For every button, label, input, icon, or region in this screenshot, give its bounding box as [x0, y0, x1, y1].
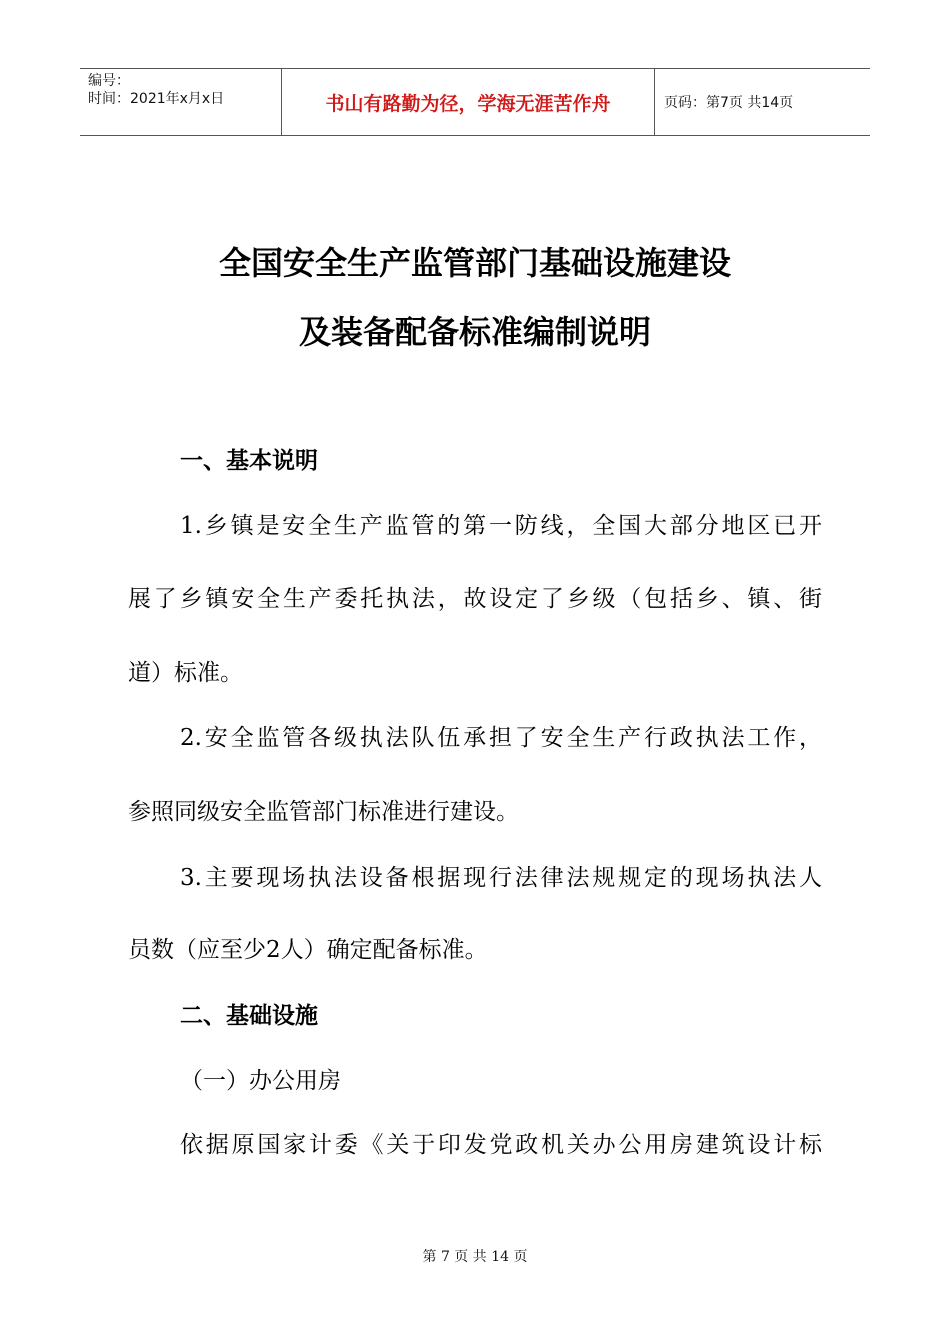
header-time-label: 时间：2021年x月x日: [88, 91, 225, 107]
paragraph-1-line-3: 道）标准。: [128, 660, 243, 686]
paragraph-1-line-1: 1.乡镇是安全生产监管的第一防线，全国大部分地区已开: [180, 513, 822, 539]
header-number-label: 编号：: [88, 73, 130, 89]
document-title-line-2: 及装备配备标准编制说明: [298, 313, 651, 351]
subsection-heading-office: （一）办公用房: [180, 1068, 341, 1094]
section-heading-infrastructure: 二、基础设施: [180, 1003, 318, 1029]
header-meta: [88, 72, 224, 108]
document-header: [80, 68, 870, 136]
page-footer: 第 7 页 共 14 页: [422, 1249, 528, 1265]
paragraph-3-line-2: 员数（应至少2人）确定配备标准。: [128, 937, 488, 963]
section-heading-basic: 一、基本说明: [180, 448, 318, 474]
header-divider-right: [654, 69, 655, 135]
document-title-line-1: 全国安全生产监管部门基础设施建设: [218, 244, 731, 282]
paragraph-1-line-2: 展了乡镇安全生产委托执法，故设定了乡级（包括乡、镇、街: [128, 586, 822, 612]
paragraph-3-line-1: 3.主要现场执法设备根据现行法律法规规定的现场执法人: [180, 865, 822, 891]
header-page-info: 页码：第7页 共14页: [664, 95, 794, 111]
paragraph-4-line-1: 依据原国家计委《关于印发党政机关办公用房建筑设计标: [180, 1132, 822, 1158]
header-motto: 书山有路勤为径，学海无涯苦作舟: [325, 92, 611, 115]
paragraph-2-line-1: 2.安全监管各级执法队伍承担了安全生产行政执法工作，: [180, 725, 822, 751]
paragraph-2-line-2: 参照同级安全监管部门标准进行建设。: [128, 799, 519, 825]
